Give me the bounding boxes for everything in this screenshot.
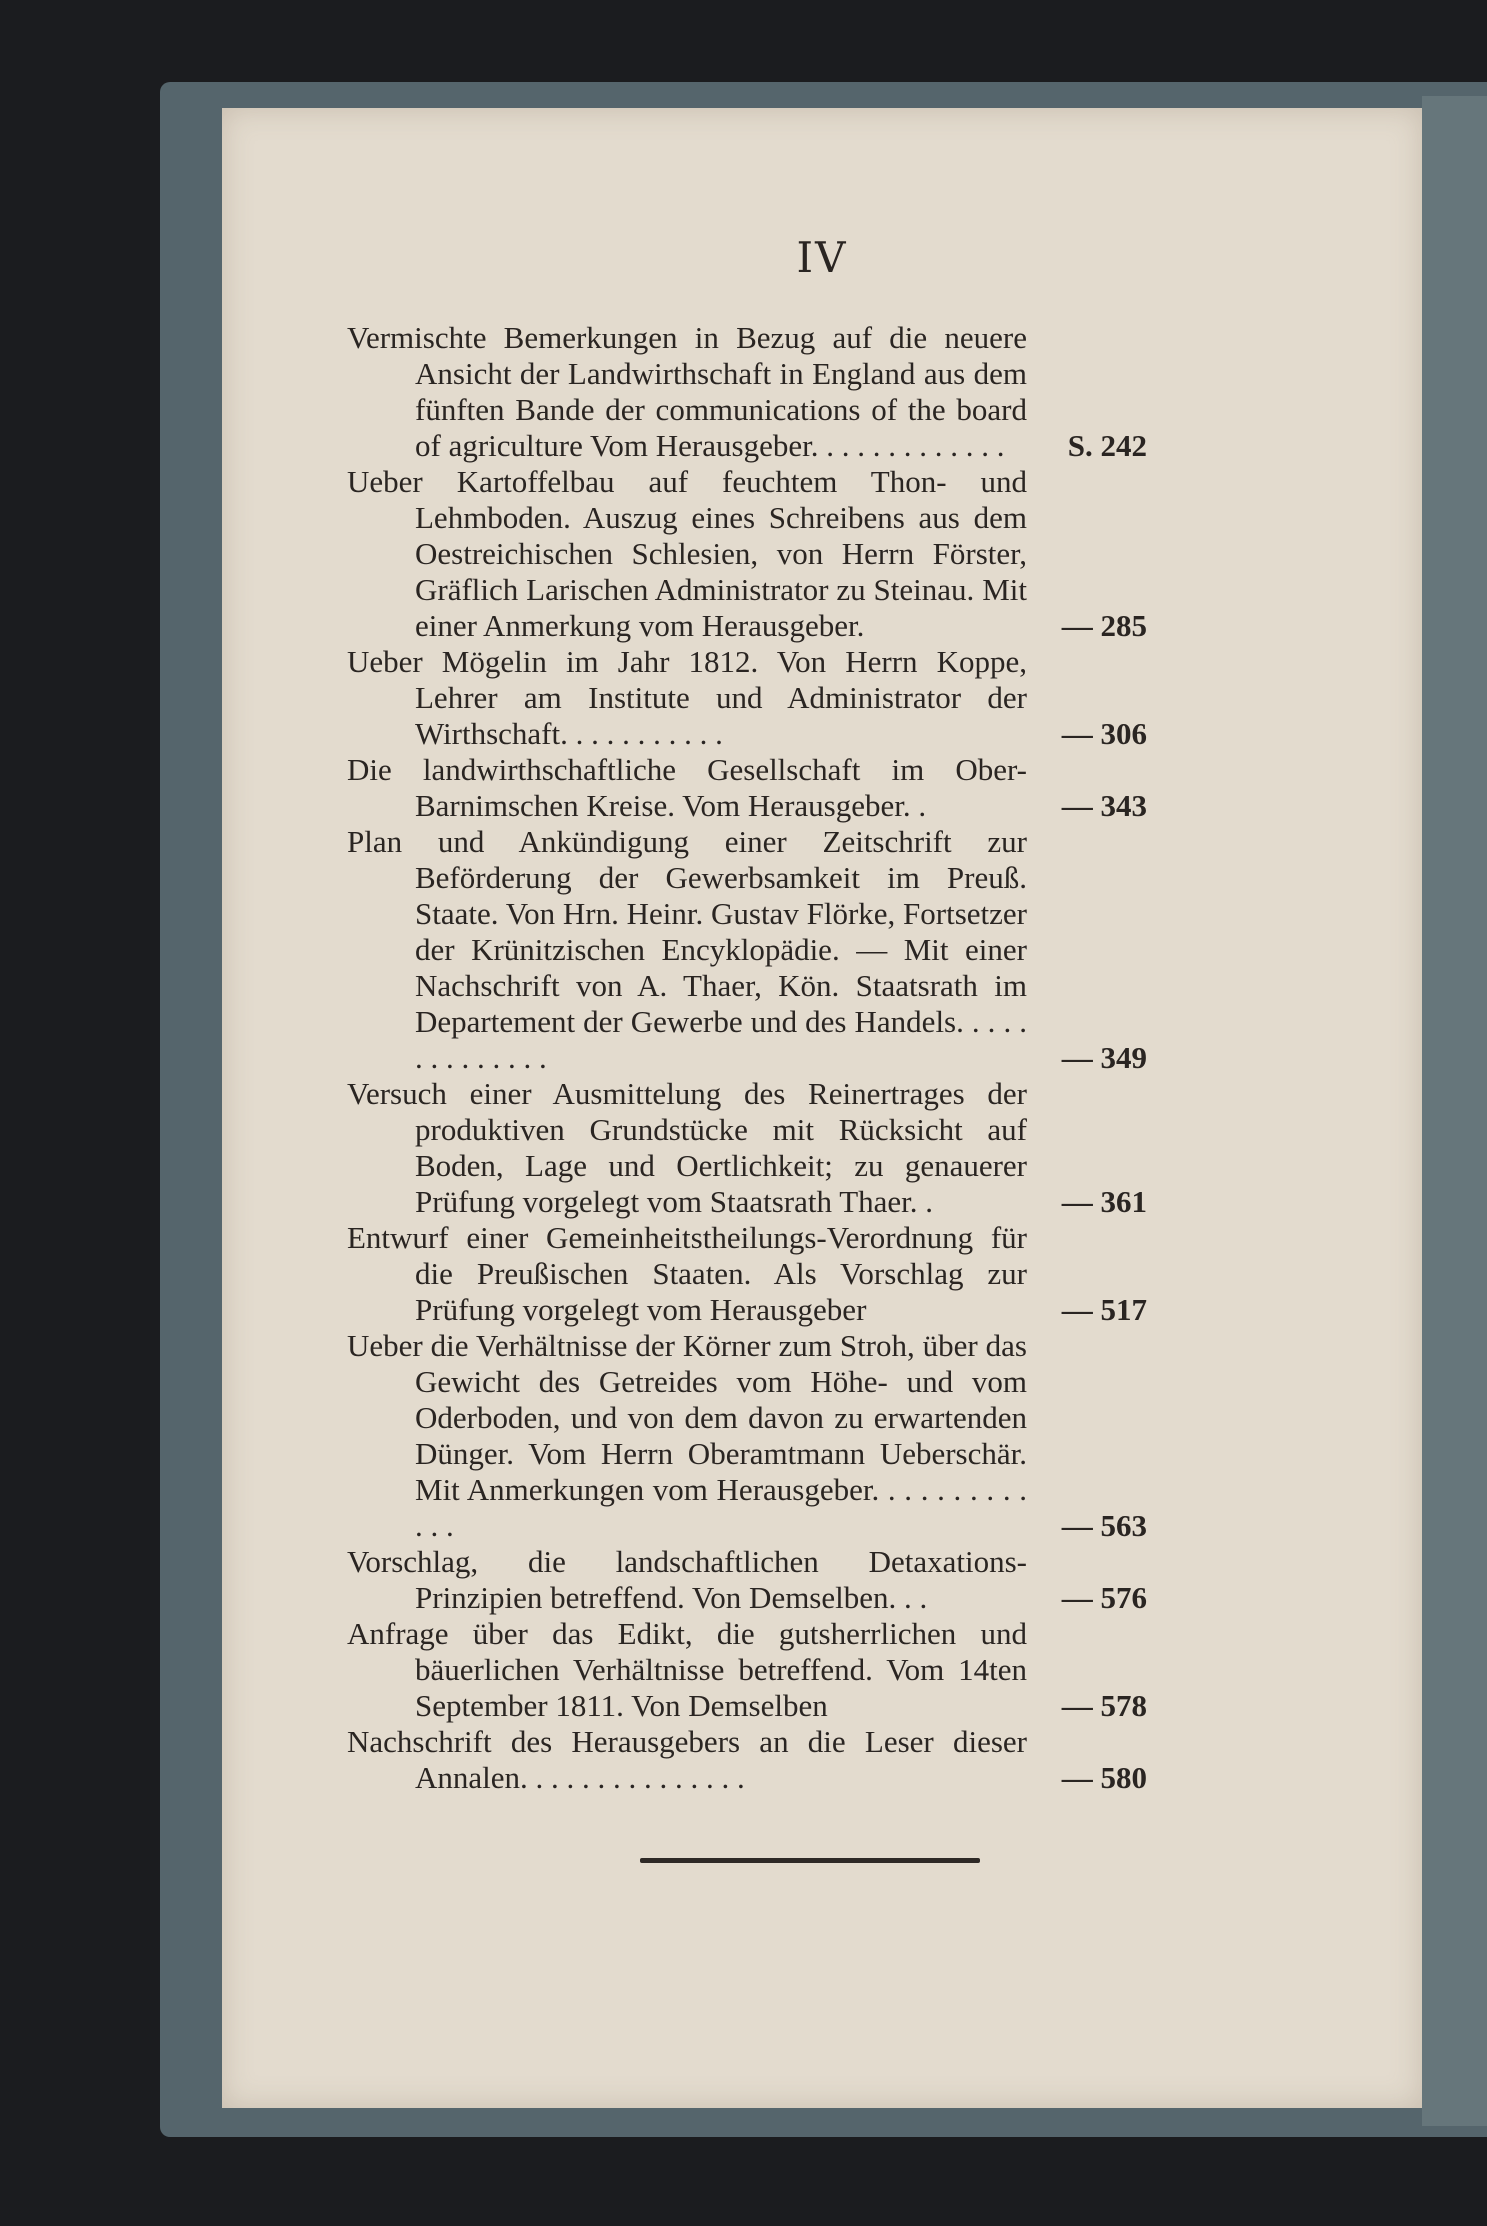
toc-entry-title: Anfrage über das Edikt, die gutsherrlichen und bäuerlichen Verhältnisse betreffend. Vom 14ten September 1811. Von Demselben [347, 1616, 1027, 1723]
toc-entry-page: — 306 [1061, 716, 1147, 751]
toc-entry [347, 464, 1147, 644]
toc-entry-title: Versuch einer Ausmittelung des Reinertrages der produktiven Grundstücke mit Rücksicht auf Boden, Lage und Oertlichkeit; zu genauerer Prüfung vorgelegt vom Staatsrath Thaer. . [347, 1076, 1027, 1219]
toc-entry [347, 1076, 1147, 1220]
page-number: IV [796, 233, 848, 282]
toc-entry-page: — 578 [1061, 1688, 1147, 1723]
toc-entry-title: Nachschrift des Herausgebers an die Leser dieser Annalen. . . . . . . . . . . . . . . [347, 1724, 1027, 1795]
toc-entry [347, 824, 1147, 1076]
book-cover-edge [1422, 96, 1487, 2126]
toc-entry-page: — 343 [1061, 788, 1147, 823]
toc-entry [347, 320, 1147, 464]
toc-entry [347, 1220, 1147, 1328]
toc-entry [347, 644, 1147, 752]
toc-entry [347, 1328, 1147, 1544]
toc-entry-title: Ueber Kartoffelbau auf feuchtem Thon- und Lehmboden. Auszug eines Schreibens aus dem Oestreichischen Schlesien, von Herrn Förster, Gräflich Larischen Administrator zu Steinau. Mit einer Anmerkung vom Herausgeber. [347, 464, 1027, 643]
toc-entry-title: Plan und Ankündigung einer Zeitschrift zur Beförderung der Gewerbsamkeit im Preuß. Staate. Von Hrn. Heinr. Gustav Flörke, Fortsetzer der Krünitzischen Encyklopädie. — Mit einer Nachschrift von A. Thaer, Kön. Staatsrath im Departement der Gewerbe und des Handels. . . . . . . . . . . . . . [347, 824, 1027, 1075]
book-page [222, 108, 1422, 2108]
toc-entry [347, 1724, 1147, 1796]
toc-entry-page: — 517 [1061, 1292, 1147, 1327]
toc-entry-title: Vermischte Bemerkungen in Bezug auf die neuere Ansicht der Landwirthschaft in England aus dem fünften Bande der communications of the board of agriculture Vom Herausgeber. . . . . . . . . . . . . [347, 320, 1027, 463]
toc-entry-title: Ueber Mögelin im Jahr 1812. Von Herrn Koppe, Lehrer am Institute und Administrator der Wirthschaft. . . . . . . . . . . [347, 644, 1027, 751]
toc-entry [347, 752, 1147, 824]
toc-entry [347, 1544, 1147, 1616]
table-of-contents [347, 320, 1147, 1796]
toc-entry-page: — 576 [1061, 1580, 1147, 1615]
toc-entry-title: Ueber die Verhältnisse der Körner zum Stroh, über das Gewicht des Getreides vom Höhe- und vom Oderboden, und von dem davon zu erwartenden Dünger. Vom Herrn Oberamtmann Ueberschär. Mit Anmerkungen vom Herausgeber. . . . . . . . . . . . . [347, 1328, 1027, 1543]
toc-entry-title: Vorschlag, die landschaftlichen Detaxations-Prinzipien betreffend. Von Demselben. . . [347, 1544, 1027, 1615]
toc-entry-page: S. 242 [1067, 428, 1147, 463]
toc-entry-page: — 580 [1061, 1760, 1147, 1795]
toc-entry-page: — 563 [1061, 1508, 1147, 1543]
toc-entry-title: Die landwirthschaftliche Gesellschaft im Ober-Barnimschen Kreise. Vom Herausgeber. . [347, 752, 1027, 823]
toc-entry-page: — 285 [1061, 608, 1147, 643]
toc-entry-page: — 361 [1061, 1184, 1147, 1219]
toc-entry-title: Entwurf einer Gemeinheitstheilungs-Verordnung für die Preußischen Staaten. Als Vorschlag zur Prüfung vorgelegt vom Herausgeber [347, 1220, 1027, 1327]
toc-entry [347, 1616, 1147, 1724]
toc-entry-page: — 349 [1061, 1040, 1147, 1075]
closing-rule [640, 1858, 980, 1863]
